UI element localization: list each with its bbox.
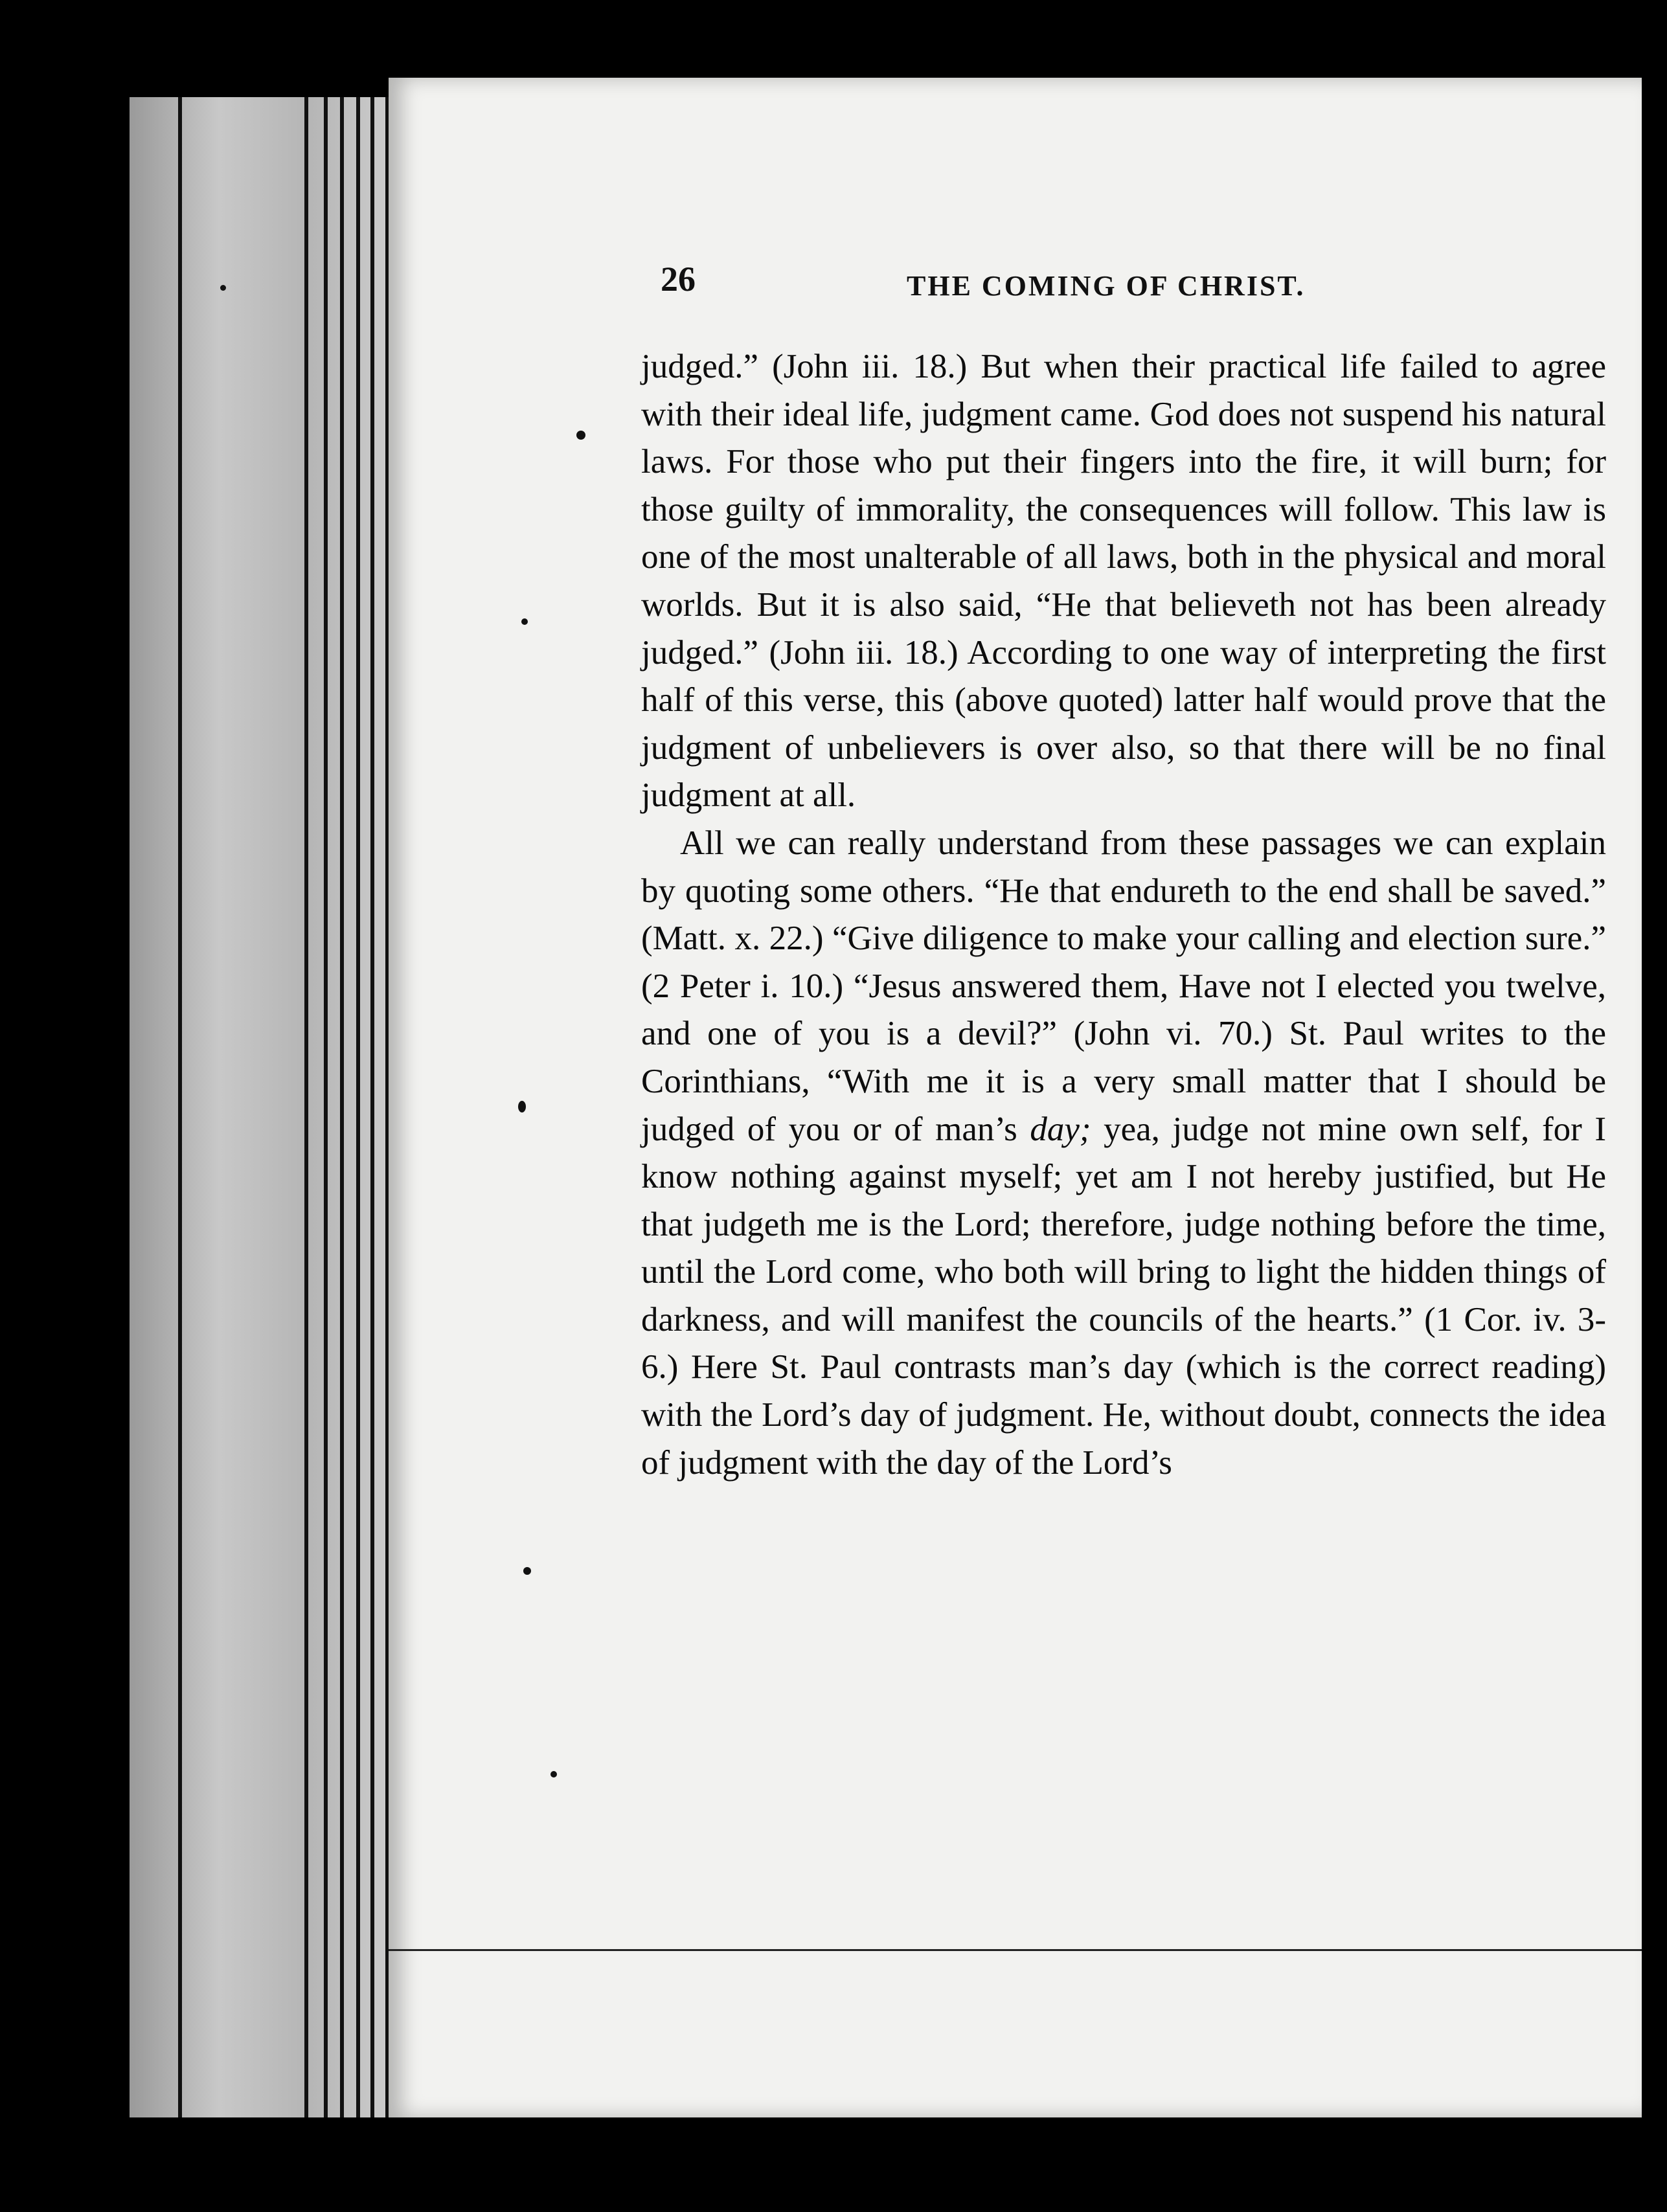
running-head: [661, 259, 1386, 311]
italic-word: day;: [1030, 1110, 1091, 1148]
paragraph-2: [641, 820, 1606, 1487]
page-number: 26: [661, 260, 696, 299]
running-title: THE COMING OF CHRIST.: [907, 270, 1306, 302]
ink-speck: [220, 285, 226, 291]
page-edge-line: [178, 97, 182, 2117]
paragraph-2-part-1: All we can really understand from these passages we can explain by quoting some others. “He that endureth to the end shall be saved.” (Matt. x. 22.) “Give diligence to make your calling and election sure.” (2 Peter i. 10.) “Jesus answered them, Have not I elected you twelve, and one of you is a devil?” (John vi. 70.) St. Paul writes to the Corinthians, “With me it is a very small matter that I should be judged of you or of man’s: [641, 824, 1606, 1148]
body-text: [641, 343, 1606, 1487]
ink-speck: [550, 1771, 557, 1778]
page-edge-line: [304, 97, 308, 2117]
ink-speck: [521, 618, 528, 625]
ink-speck: [518, 1101, 526, 1112]
page-edges: [130, 97, 427, 2117]
paragraph-1: judged.” (John iii. 18.) But when their practical life failed to agree with their ideal life, judgment came. God does not suspend his natural laws. For those who put their fingers into the fire, it will burn; for those guilty of immorality, the consequences will follow. This law is one of the most unalterable of all laws, both in the physical and moral worlds. But it is also said, “He that believeth not has been already judged.” (John iii. 18.) According to one way of interpreting the first half of this verse, this (above quoted) latter half would prove that the judgment of unbelievers is over also, so that there will be no final judgment at all.: [641, 348, 1606, 815]
page-edge-line: [324, 97, 328, 2117]
page-edge-line: [370, 97, 374, 2117]
bottom-rule: [389, 1949, 1642, 1951]
paragraph-2-part-2: yea, judge not mine own self, for I know nothing against myself; yet am I not hereby justified, but He that judgeth me is the Lord; therefore, judge nothing before the time, until the Lord come, who both will bring to light the hidden things of darkness, and will manifest the councils of the hearts.” (1 Cor. iv. 3-6.) Here St. Paul contrasts man’s day (which is the correct reading) with the Lord’s day of judgment. He, without doubt, connects the idea of judgment with the day of the Lord’s: [641, 1110, 1606, 1482]
page-edge-line: [356, 97, 360, 2117]
page-edge-line: [340, 97, 344, 2117]
ink-speck: [523, 1567, 531, 1575]
ink-speck: [576, 431, 585, 440]
